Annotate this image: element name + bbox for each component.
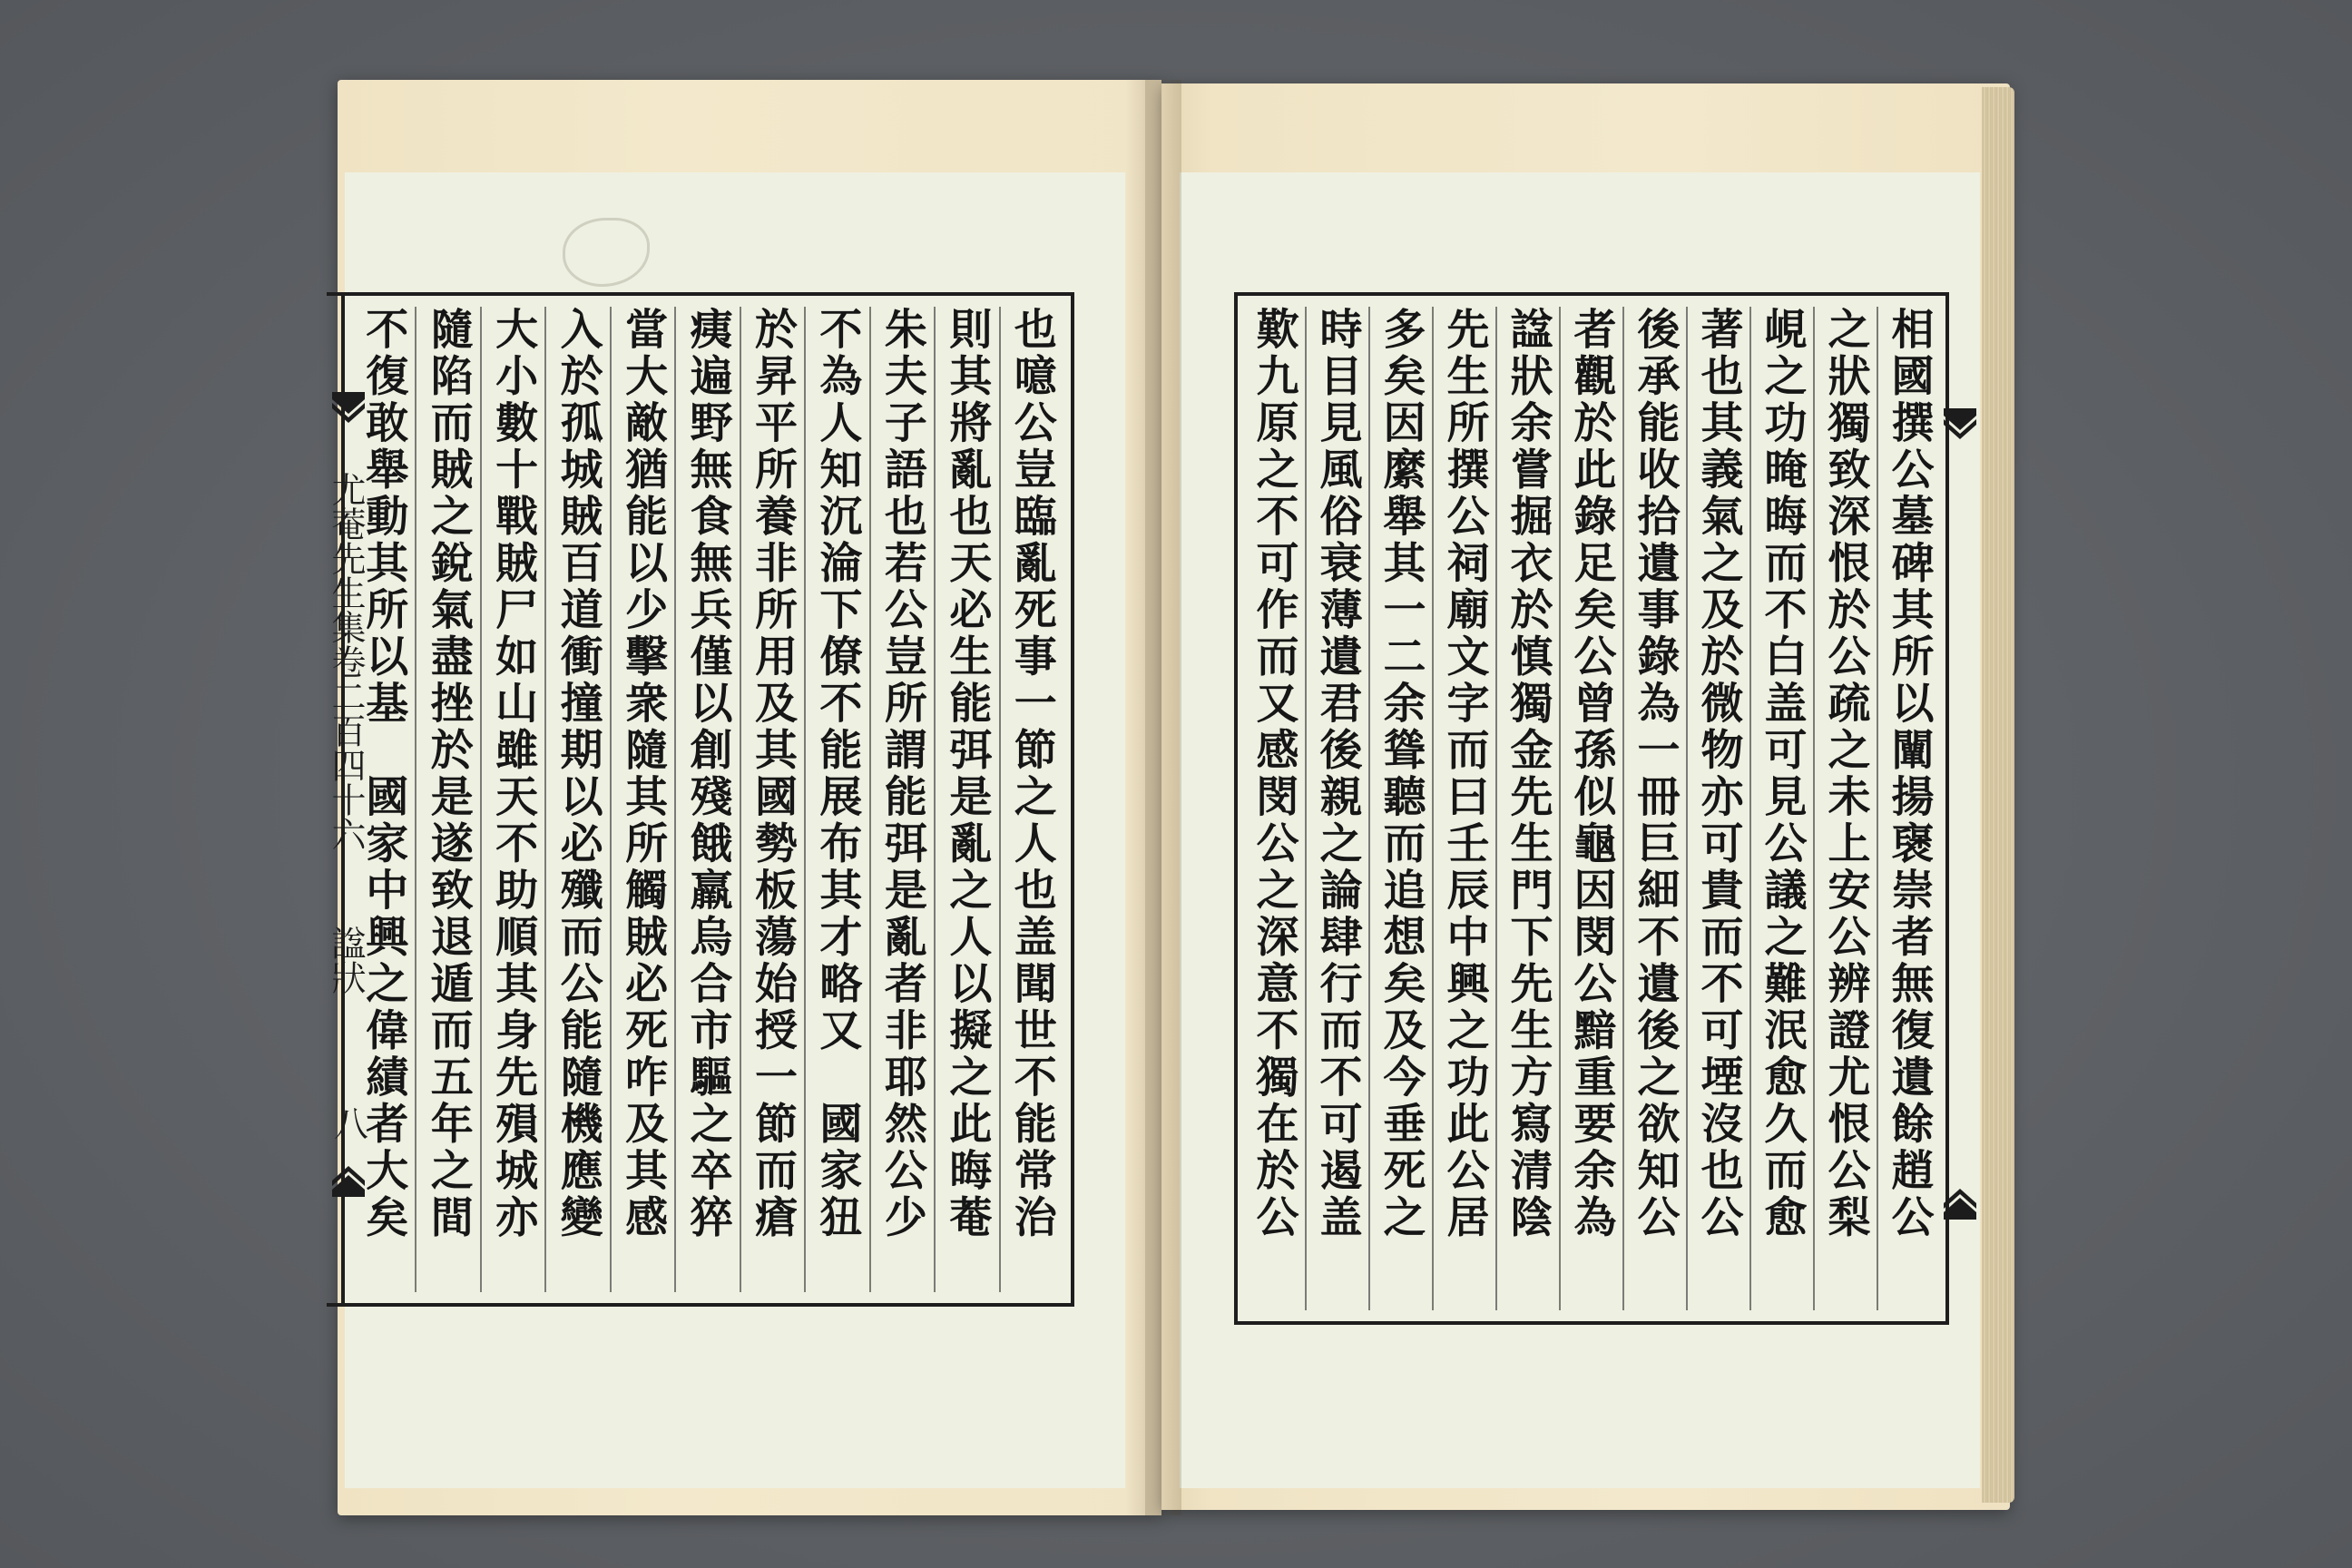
text-column: 隨陷而賊之銳氣盡挫於是遂致退遁而五年之間 <box>415 307 479 1292</box>
text-column: 也噫公豈臨亂死事一節之人也盖聞世不能常治 <box>999 307 1063 1292</box>
fish-tail-mark-icon <box>330 390 367 432</box>
text-column: 後承能收拾遺事錄為一冊巨細不遺後之欲知公 <box>1622 307 1686 1310</box>
text-column: 著也其義氣之及於微物亦可貴而不可堙沒也公 <box>1686 307 1749 1310</box>
page-edges <box>1982 87 2014 1503</box>
text-column: 之狀獨致深恨於公疏之未上安公辨證尤恨公梨 <box>1813 307 1877 1310</box>
left-text-frame <box>341 292 1074 1307</box>
text-column: 不為人知沉淪下僚不能展布其才略又 國家狃 <box>804 307 868 1292</box>
text-column: 諡狀余嘗掘衣於慎獨金先生門下先生方寫清陰 <box>1495 307 1559 1310</box>
text-column: 入於孤城賊百道衝撞期以必殲而公能隨機應變 <box>544 307 609 1292</box>
fish-tail-mark-icon <box>1942 407 1978 448</box>
right-text-columns <box>1243 307 1940 1310</box>
collection-title: 尤菴先生集卷二百四十六 <box>326 472 366 851</box>
text-column: 則其將亂也天必生能弭是亂之人以擬之此晦菴 <box>934 307 998 1292</box>
fish-tail-mark-icon <box>330 1157 367 1199</box>
right-text-frame <box>1234 292 1949 1325</box>
text-column: 時目見風俗衰薄遺君後親之論肆行而不可遏盖 <box>1305 307 1368 1310</box>
text-column: 於昇平所養非所用及其國勢板蕩始授一節而瘡 <box>740 307 804 1292</box>
text-column: 不復敢舉動其所以基 國家中興之偉績者大矣 <box>358 307 409 1241</box>
text-column: 歎九原之不可作而又感閔公之深意不獨在於公 <box>1249 307 1299 1241</box>
page-number: 八 <box>334 1104 369 1144</box>
text-column: 朱夫子語也若公豈所謂能弭是亂者非耶然公少 <box>869 307 934 1292</box>
section-title: 諡狀 <box>326 926 366 995</box>
book-spine <box>1145 80 1181 1515</box>
text-column: 大小數十戰賊尸如山雖天不助順其身先殞城亦 <box>480 307 544 1292</box>
text-column: 多矣因縻舉其一二余聳聽而追想矣及今垂死之 <box>1368 307 1432 1310</box>
text-column: 者觀於此錄足矣公曾孫似龜因閔公黯重要余為 <box>1559 307 1622 1310</box>
text-column: 相國撰公墓碑其所以闡揚襃崇者無復遺餘趙公 <box>1877 307 1940 1310</box>
left-text-columns <box>352 307 1063 1292</box>
text-column: 當大敵猶能以少擊衆隨其所觸賊必死咋及其感 <box>610 307 674 1292</box>
text-column: 先生所撰公祠廟文字而曰壬辰中興之功此公居 <box>1432 307 1495 1310</box>
text-column: 痍遍野無食無兵僅以創殘餓羸烏合市驅之卒猝 <box>674 307 739 1292</box>
text-column: 峴之功晻晦而不白盖可見公議之難泯愈久而愈 <box>1749 307 1813 1310</box>
fish-tail-mark-icon <box>1942 1180 1978 1221</box>
